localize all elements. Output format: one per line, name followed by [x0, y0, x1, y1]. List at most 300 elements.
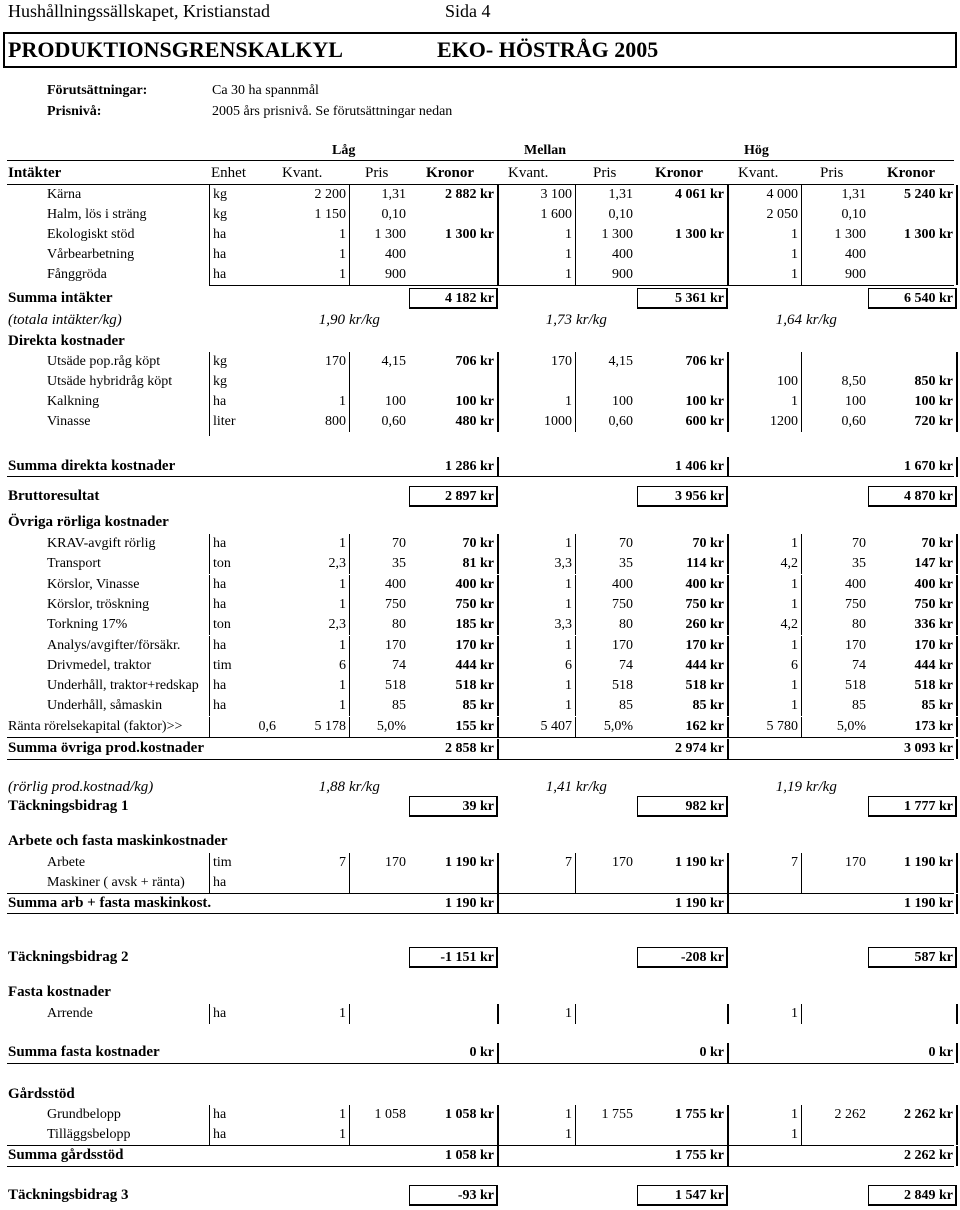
sum-cell: 400 kr: [685, 576, 724, 592]
row-unit: ton: [213, 617, 231, 633]
row-unit: liter: [213, 414, 236, 429]
sum-cell: 1 190 kr: [445, 855, 494, 870]
sum-work-label: Summa arb + fasta maskinkost.: [8, 895, 212, 911]
total-value: 6 540 kr: [904, 291, 953, 306]
row-label: Arrende: [47, 1006, 93, 1021]
title-border-right: [955, 32, 957, 68]
total-value: 0 kr: [469, 1045, 494, 1060]
sum-col-rule: [956, 696, 958, 716]
sum-cell: 518 kr: [455, 678, 494, 694]
qty-col-rule: [575, 392, 576, 412]
price-cell: 1,31: [841, 187, 866, 202]
qty-col-rule: [575, 676, 576, 696]
row-unit: ha: [213, 596, 227, 612]
unit-col-rule: [209, 696, 210, 716]
sum-col-rule: [497, 717, 499, 737]
per-kg-unit: kr/kg: [576, 312, 607, 328]
sum-cell: 155 kr: [455, 719, 494, 734]
qty-col-rule: [801, 873, 802, 893]
sum-income-label: Summa intäkter: [8, 290, 113, 306]
qty-cell: 1 150: [314, 207, 346, 222]
sum-col-rule: [956, 595, 958, 615]
sum-cell: 706 kr: [455, 354, 494, 369]
sum-col-rule: [497, 636, 499, 656]
unit-col-rule: [209, 717, 210, 737]
sum-col-rule: [956, 676, 958, 696]
qty-cell: 2,3: [328, 556, 346, 572]
qty-cell: 1: [791, 678, 798, 694]
rule: [7, 476, 954, 477]
sum-col-rule: [956, 352, 958, 372]
per-kg-unit: kr/kg: [349, 312, 380, 328]
level-header-1: Mellan: [524, 143, 566, 158]
sum-col-rule: [956, 1125, 958, 1145]
unit-header: Enhet: [211, 165, 246, 181]
row-label: Körslor, Vinasse: [47, 576, 140, 592]
sum-col-rule: [956, 205, 958, 225]
price-cell: 5,0%: [836, 719, 866, 734]
sum-col-rule: [497, 656, 499, 676]
total-value: 1 190 kr: [675, 896, 724, 911]
qty-cell: 1: [339, 637, 346, 653]
row-unit: ha: [213, 394, 227, 409]
row-label: Vårbearbetning: [47, 247, 135, 262]
sum-header: Kronor: [887, 165, 936, 181]
unit-col-rule: [209, 1125, 210, 1145]
row-label: KRAV-avgift rörlig: [47, 536, 156, 551]
price-cell: 80: [619, 617, 633, 633]
qty-cell: 1: [565, 227, 572, 242]
qty-col-rule: [349, 656, 350, 676]
qty-col-rule: [349, 676, 350, 696]
price-cell: 1 300: [374, 227, 406, 242]
sum-col-rule: [497, 676, 499, 696]
price-cell: 85: [852, 698, 866, 714]
sum-cell: 85 kr: [921, 698, 953, 714]
sum-col-rule: [497, 1043, 499, 1063]
qty-cell: 1: [339, 576, 346, 592]
sum-col-rule: [727, 392, 729, 412]
price-cell: 518: [612, 678, 633, 694]
row-label: Utsäde pop.råg köpt: [47, 354, 161, 369]
price-cell: 750: [845, 596, 866, 612]
sum-col-rule: [497, 534, 499, 554]
sum-col-rule: [497, 245, 499, 265]
header-rule-bottom: [7, 184, 954, 185]
qty-col-rule: [575, 873, 576, 893]
sum-col-rule: [956, 575, 958, 595]
total-value: -93 kr: [457, 1188, 494, 1203]
sum-col-rule: [497, 392, 499, 412]
sum-col-rule: [727, 739, 729, 759]
unit-col-rule: [209, 575, 210, 595]
unit-col-rule: [209, 656, 210, 676]
qty-col-rule: [801, 265, 802, 285]
total-value: 587 kr: [914, 950, 953, 965]
qty-cell: 1 600: [540, 207, 572, 222]
price-cell: 900: [385, 267, 406, 282]
sum-col-rule: [956, 853, 958, 873]
sum-col-rule: [727, 636, 729, 656]
sum-cell: 518 kr: [914, 678, 953, 694]
unit-col-rule: [209, 412, 210, 432]
qty-col-rule: [575, 717, 576, 737]
sum-col-rule: [727, 205, 729, 225]
sum-col-rule: [727, 853, 729, 873]
qty-cell: 170: [325, 354, 346, 369]
qty-cell: 1: [791, 596, 798, 612]
price-cell: 900: [845, 267, 866, 282]
qty-cell: 1: [565, 637, 572, 653]
total-value: 5 361 kr: [675, 291, 724, 306]
sum-col-rule: [956, 412, 958, 432]
total-value: 2 897 kr: [445, 489, 494, 504]
qty-col-rule: [575, 372, 576, 392]
qty-cell: 1: [791, 1107, 798, 1122]
level-header-2: Hög: [744, 143, 769, 158]
qty-col-rule: [349, 534, 350, 554]
qty-col-rule: [801, 595, 802, 615]
sum-col-rule: [727, 676, 729, 696]
qty-col-rule: [575, 185, 576, 205]
qty-cell: 1: [339, 536, 346, 551]
qty-col-rule: [801, 554, 802, 574]
qty-cell: 1: [791, 637, 798, 653]
sum-col-rule: [727, 717, 729, 737]
total-value: 1 190 kr: [904, 896, 953, 911]
total-value: 2 858 kr: [445, 741, 494, 756]
price-cell: 4,15: [608, 354, 633, 369]
qty-cell: 1000: [544, 414, 572, 429]
price-cell: 400: [612, 576, 633, 592]
qty-col-rule: [801, 636, 802, 656]
price-header: Pris: [365, 165, 389, 181]
qty-col-rule: [349, 575, 350, 595]
qty-col-rule: [801, 245, 802, 265]
price-cell: 1 300: [834, 227, 866, 242]
price-cell: 1,31: [381, 187, 406, 202]
contribution-margin-3-label: Täckningsbidrag 3: [8, 1187, 129, 1203]
row-unit: ton: [213, 556, 231, 572]
qty-cell: 1: [791, 247, 798, 262]
qty-cell: 1: [339, 678, 346, 694]
per-kg-unit: kr/kg: [806, 779, 837, 795]
qty-cell: 4,2: [780, 617, 798, 633]
total-value: 0 kr: [699, 1045, 724, 1060]
row-label: Transport: [47, 556, 101, 572]
price-cell: 170: [385, 855, 406, 870]
qty-col-rule: [349, 225, 350, 245]
price-cell: 518: [845, 678, 866, 694]
section-other-title: Övriga rörliga kostnader: [8, 514, 169, 530]
qty-cell: 800: [325, 414, 346, 429]
qty-col-rule: [575, 575, 576, 595]
qty-cell: 1: [565, 536, 572, 551]
section-fixed-title: Fasta kostnader: [8, 984, 111, 1000]
price-cell: 74: [619, 657, 633, 673]
qty-col-rule: [349, 636, 350, 656]
total-value: 0 kr: [928, 1045, 953, 1060]
price-cell: 1 755: [601, 1107, 633, 1122]
sum-cell: 100 kr: [455, 394, 494, 409]
rule: [7, 1063, 954, 1064]
qty-col-rule: [801, 696, 802, 716]
price-cell: 0,60: [841, 414, 866, 429]
qty-cell: 1: [339, 1006, 346, 1021]
qty-col-rule: [349, 717, 350, 737]
sum-col-rule: [727, 1043, 729, 1063]
organization-name: Hushållningssällskapet, Kristianstad: [8, 1, 270, 21]
row-label: Kalkning: [47, 394, 100, 409]
qty-cell: 1: [791, 227, 798, 242]
qty-col-rule: [801, 1004, 802, 1024]
sum-col-rule: [497, 412, 499, 432]
qty-col-rule: [349, 205, 350, 225]
qty-col-rule: [575, 245, 576, 265]
sum-cell: 5 240 kr: [904, 187, 953, 202]
total-value: 2 974 kr: [675, 741, 724, 756]
qty-header: Kvant.: [738, 165, 779, 181]
income-per-kg-label: (totala intäkter/kg): [8, 312, 122, 328]
qty-col-rule: [801, 717, 802, 737]
qty-cell: 1: [791, 1006, 798, 1021]
total-value: 4 870 kr: [904, 489, 953, 504]
qty-col-rule: [801, 575, 802, 595]
qty-cell: 1: [339, 394, 346, 409]
qty-col-rule: [801, 1125, 802, 1145]
qty-col-rule: [349, 1125, 350, 1145]
price-cell: 5,0%: [376, 719, 406, 734]
sum-cell: 750 kr: [685, 596, 724, 612]
per-kg-value: 1,64: [775, 312, 802, 328]
price-cell: 85: [619, 698, 633, 714]
qty-cell: 4,2: [780, 556, 798, 572]
price-cell: 170: [612, 855, 633, 870]
price-level-value: 2005 års prisnivå. Se förutsättningar nedan: [212, 104, 453, 119]
qty-cell: 100: [777, 374, 798, 389]
qty-cell: 1: [565, 698, 572, 714]
row-label: Halm, lös i sträng: [47, 207, 147, 222]
sum-col-rule: [956, 1004, 958, 1024]
sum-cell: 2 262 kr: [904, 1107, 953, 1122]
premises-label: Förutsättningar:: [47, 83, 148, 98]
qty-cell: 1: [339, 1127, 346, 1142]
qty-col-rule: [349, 352, 350, 372]
price-cell: 400: [612, 247, 633, 262]
qty-col-rule: [349, 873, 350, 893]
row-unit: kg: [213, 187, 227, 202]
per-kg-unit: kr/kg: [576, 779, 607, 795]
row-unit: kg: [213, 354, 227, 369]
level-header-0: Låg: [332, 143, 356, 158]
price-cell: 0,60: [608, 414, 633, 429]
sum-cell: 114 kr: [686, 556, 724, 572]
sum-cell: 162 kr: [685, 719, 724, 734]
price-cell: 74: [852, 657, 866, 673]
price-cell: 0,10: [381, 207, 406, 222]
sum-cell: 81 kr: [462, 556, 494, 572]
total-value: 2 849 kr: [904, 1188, 953, 1203]
unit-col-rule: [209, 392, 210, 412]
page-number: Sida 4: [445, 1, 491, 21]
qty-col-rule: [801, 392, 802, 412]
unit-col-rule: [209, 432, 210, 436]
qty-col-rule: [575, 265, 576, 285]
qty-cell: 1: [565, 596, 572, 612]
rule: [7, 737, 954, 738]
row-label: Analys/avgifter/försäkr.: [47, 637, 181, 653]
sum-col-rule: [727, 534, 729, 554]
sum-col-rule: [956, 739, 958, 759]
qty-cell: 1: [565, 1107, 572, 1122]
qty-col-rule: [349, 412, 350, 432]
sum-col-rule: [956, 656, 958, 676]
sum-col-rule: [727, 245, 729, 265]
rule: [7, 913, 954, 914]
sum-col-rule: [497, 372, 499, 392]
price-cell: 400: [845, 247, 866, 262]
unit-col-rule: [209, 873, 210, 893]
qty-col-rule: [349, 554, 350, 574]
interest-label: Ränta rörelsekapital (faktor)>>: [8, 719, 183, 734]
qty-cell: 1: [565, 247, 572, 262]
sum-col-rule: [497, 615, 499, 635]
sum-cell: 100 kr: [914, 394, 953, 409]
qty-cell: 6: [791, 657, 798, 673]
total-value: 1 190 kr: [445, 896, 494, 911]
price-cell: 5,0%: [603, 719, 633, 734]
row-unit: ha: [213, 536, 227, 551]
sum-col-rule: [727, 1004, 729, 1024]
price-header: Pris: [593, 165, 617, 181]
total-value: 1 670 kr: [904, 459, 953, 474]
sum-cell: 400 kr: [914, 576, 953, 592]
unit-col-rule: [209, 265, 210, 285]
qty-col-rule: [801, 676, 802, 696]
per-kg-unit: kr/kg: [349, 779, 380, 795]
qty-col-rule: [575, 205, 576, 225]
sum-col-rule: [727, 1146, 729, 1166]
qty-col-rule: [575, 595, 576, 615]
qty-cell: 170: [551, 354, 572, 369]
sum-col-rule: [727, 595, 729, 615]
total-value: 2 262 kr: [904, 1148, 953, 1163]
qty-col-rule: [801, 1105, 802, 1125]
qty-cell: 3,3: [554, 556, 572, 572]
price-header: Pris: [820, 165, 844, 181]
sum-col-rule: [497, 1004, 499, 1024]
sum-col-rule: [727, 615, 729, 635]
total-value: 3 956 kr: [675, 489, 724, 504]
sum-col-rule: [727, 412, 729, 432]
qty-cell: 1: [339, 596, 346, 612]
price-cell: 35: [392, 556, 406, 572]
unit-col-rule: [209, 245, 210, 265]
qty-col-rule: [801, 205, 802, 225]
sum-cell: 400 kr: [455, 576, 494, 592]
sum-col-rule: [727, 554, 729, 574]
page-subtitle: EKO- HÖSTRÅG 2005: [437, 37, 659, 62]
sum-cell: 85 kr: [462, 698, 494, 714]
title-border-left: [3, 32, 5, 68]
qty-col-rule: [575, 636, 576, 656]
sum-cell: 100 kr: [685, 394, 724, 409]
price-cell: 170: [845, 637, 866, 653]
qty-cell: 4 000: [766, 187, 798, 202]
qty-cell: 1200: [770, 414, 798, 429]
total-value: 1 755 kr: [675, 1148, 724, 1163]
sum-farm-support-label: Summa gårdsstöd: [8, 1147, 124, 1163]
sum-cell: 336 kr: [914, 617, 953, 633]
sum-col-rule: [497, 739, 499, 759]
sum-col-rule: [956, 615, 958, 635]
sum-cell: 480 kr: [455, 414, 494, 429]
qty-col-rule: [349, 245, 350, 265]
qty-col-rule: [801, 412, 802, 432]
qty-cell: 5 407: [540, 719, 572, 734]
price-cell: 0,60: [381, 414, 406, 429]
sum-header: Kronor: [426, 165, 475, 181]
unit-col-rule: [209, 554, 210, 574]
qty-col-rule: [575, 1105, 576, 1125]
sum-col-rule: [497, 1146, 499, 1166]
sum-col-rule: [497, 205, 499, 225]
sum-col-rule: [727, 894, 729, 914]
total-value: 1 058 kr: [445, 1148, 494, 1163]
qty-col-rule: [575, 853, 576, 873]
sum-col-rule: [956, 372, 958, 392]
sum-other-label: Summa övriga prod.kostnader: [8, 740, 204, 756]
row-unit: tim: [213, 657, 232, 673]
row-label: Vinasse: [47, 414, 91, 429]
qty-cell: 5 780: [766, 719, 798, 734]
sum-cell: 1 755 kr: [675, 1107, 724, 1122]
price-cell: 1,31: [608, 187, 633, 202]
rule: [7, 893, 954, 894]
row-label: Torkning 17%: [47, 617, 128, 633]
sum-fixed-label: Summa fasta kostnader: [8, 1044, 160, 1060]
qty-col-rule: [349, 615, 350, 635]
per-kg-unit: kr/kg: [806, 312, 837, 328]
sum-cell: 70 kr: [692, 536, 724, 551]
sum-cell: 170 kr: [455, 637, 494, 653]
sum-cell: 1 300 kr: [445, 227, 494, 242]
price-cell: 1 300: [601, 227, 633, 242]
contribution-margin-2-label: Täckningsbidrag 2: [8, 949, 129, 965]
per-kg-value: 1,19: [775, 779, 802, 795]
sum-col-rule: [956, 225, 958, 245]
section-work-title: Arbete och fasta maskinkostnader: [8, 833, 228, 849]
row-unit: kg: [213, 207, 227, 222]
sum-col-rule: [727, 575, 729, 595]
sum-col-rule: [956, 554, 958, 574]
price-cell: 70: [392, 536, 406, 551]
sum-col-rule: [497, 873, 499, 893]
row-label: Tilläggsbelopp: [47, 1127, 131, 1142]
qty-cell: 1: [339, 1107, 346, 1122]
contribution-margin-1-label: Täckningsbidrag 1: [8, 798, 129, 814]
unit-col-rule: [209, 636, 210, 656]
row-unit: ha: [213, 698, 227, 714]
row-unit: ha: [213, 1107, 227, 1122]
sum-col-rule: [727, 873, 729, 893]
row-unit: ha: [213, 247, 227, 262]
qty-col-rule: [801, 615, 802, 635]
qty-col-rule: [801, 185, 802, 205]
qty-cell: 1: [565, 394, 572, 409]
row-unit: ha: [213, 267, 227, 282]
qty-col-rule: [349, 696, 350, 716]
